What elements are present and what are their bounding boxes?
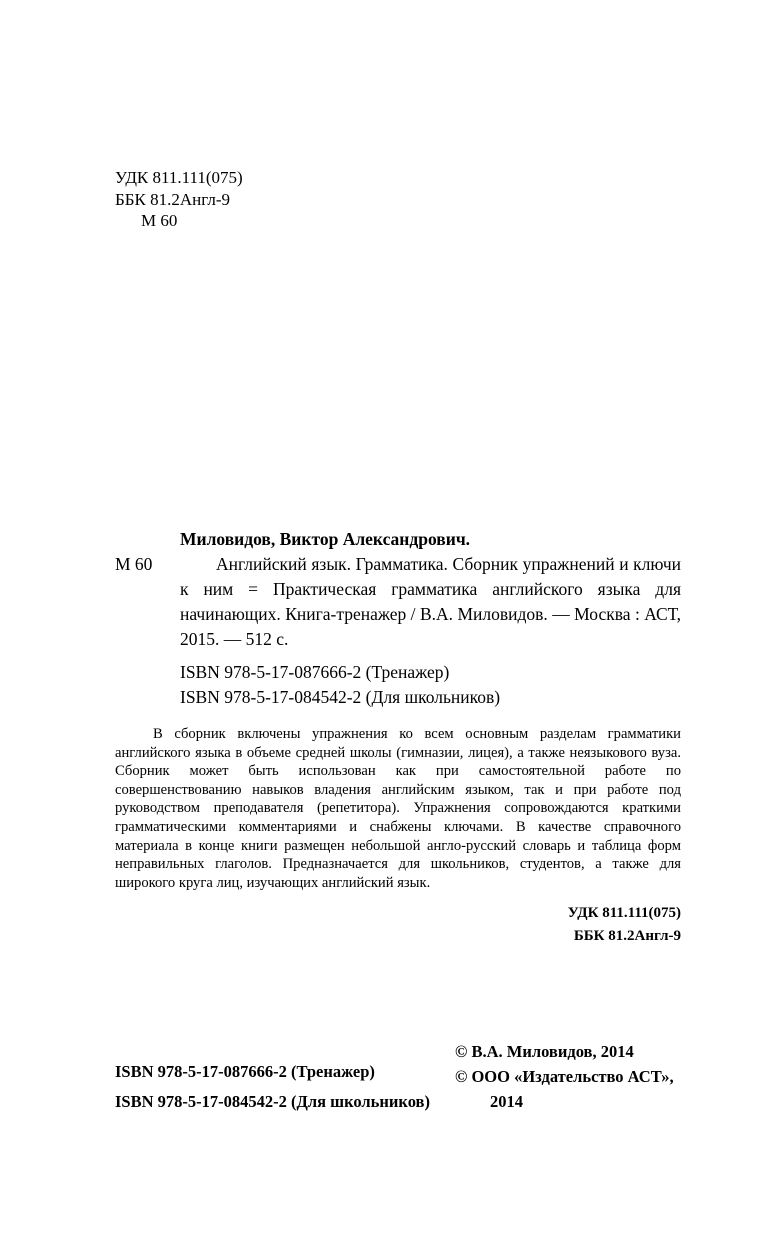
annotation-text: В сборник включены упражнения ко всем основным разделам грамматики английского языка в объеме средней школы (гимназии, лицея), а также неязыкового вуза. Сборник может быть использован как при самостоятельной работе по совершенствованию навыков владения английским языком, так и при работе под руководством преподавателя (репетитора). Упражнения сопровождаются краткими грамматическими комментариями и снабжены ключами. В качестве справочного материала в конце книги размещен небольшой англо-русский словарь и таблица форм неправильных глаголов. Предназначается для школьников, студентов, а также для широкого круга лиц, изучающих английский язык. [115,726,681,891]
bibliographic-description: Английский язык. Грамматика. Сборник упражнений и ключи к ним = Практическая грамматика английского языка для начинающих. Книга-тренажер / В.А. Миловидов. — Москва : АСТ, 2015. — 512 с. [180,554,681,649]
copyright-publisher: © ООО «Издательство АСТ», 2014 [455,1067,674,1111]
classification-codes-right [115,902,681,948]
copyright-author: © В.А. Миловидов, 2014 [455,1042,634,1061]
isbn-block [180,660,681,710]
classification-codes-top [115,167,243,232]
udk-code: УДК 811.111(075) [115,168,243,187]
footer-isbn-line-1: ISBN 978-5-17-087666-2 (Тренажер) [115,1062,375,1081]
footer-copyright-block [455,1039,689,1114]
imprint-footer [0,1038,768,1158]
isbn-line-2: ISBN 978-5-17-084542-2 (Для школьников) [180,687,501,707]
bbk-code-right: ББК 81.2Англ-9 [573,928,681,945]
isbn-line-1: ISBN 978-5-17-087666-2 (Тренажер) [180,662,450,682]
author-heading: Миловидов, Виктор Александрович. [180,529,471,549]
footer-isbn-block [115,1057,430,1117]
author-sign-code-margin: М 60 [115,554,153,574]
author-sign-code: М 60 [141,211,178,230]
bbk-code: ББК 81.2Англ-9 [115,189,230,209]
bibliographic-entry [115,552,681,652]
catalog-entry [115,527,681,948]
udk-code-right: УДК 811.111(075) [567,905,681,922]
footer-isbn-line-2: ISBN 978-5-17-084542-2 (Для школьников) [115,1092,430,1111]
